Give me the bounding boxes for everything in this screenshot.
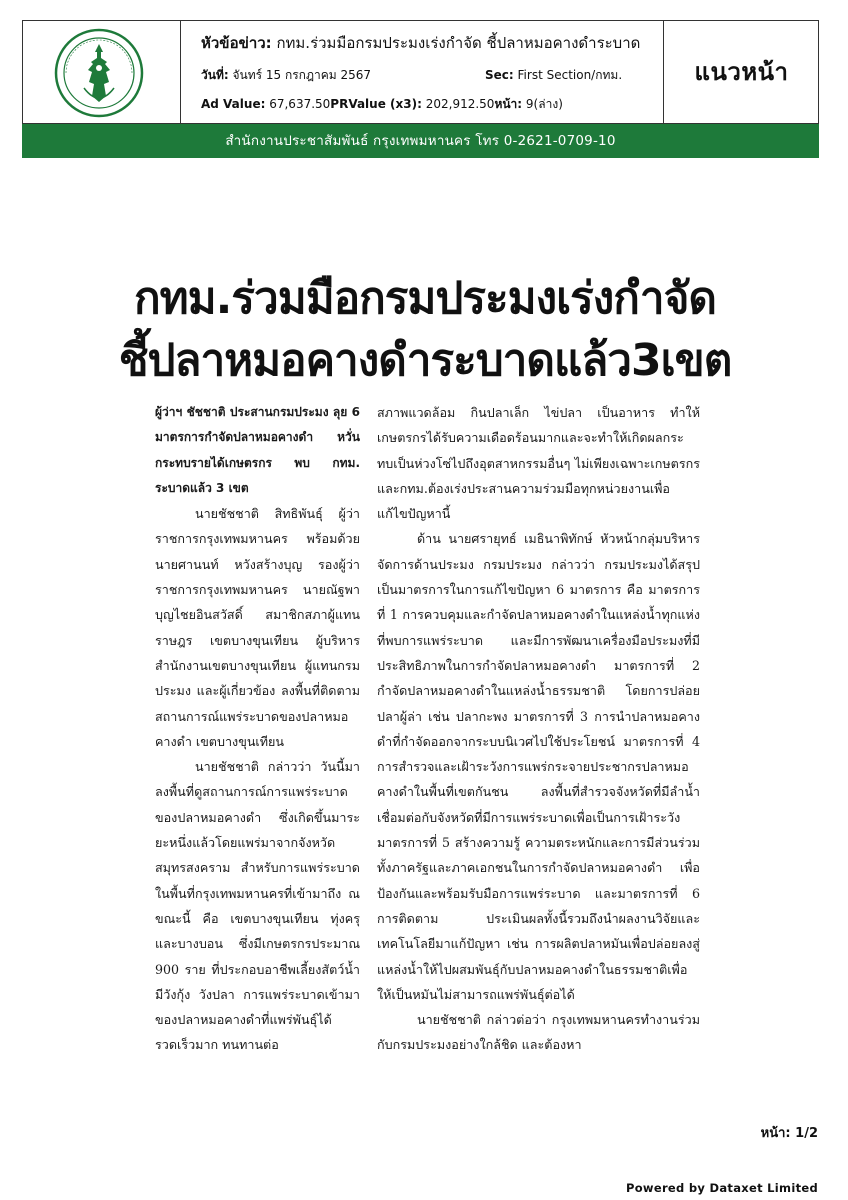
contact-bar: สำนักงานประชาสัมพันธ์ กรุงเทพมหานคร โทร 0-2621-0709-10 — [22, 124, 819, 158]
article-paragraph: นายชัชชาติ กล่าวต่อว่า กรุงเทพมหานครทำงานร่วมกับกรมประมงอย่างใกล้ชิด และต้องหา — [377, 1012, 700, 1053]
bangkok-city-seal-icon — [54, 28, 144, 118]
powered-by: Powered by Dataxet Limited — [626, 1181, 818, 1195]
article-paragraph: สภาพแวดล้อม กินปลาเล็ก ไข่ปลา เป็นอาหาร ทำให้เกษตรกรได้รับความเดือดร้อนมากและจะทำให้เกิดผลกระทบเป็นห่วงโซ่ไปถึงอุตสาหกรรมอื่นๆ ไม่เพียงเฉพาะเกษตรกร และกทม.ต้องเร่งประสานความร่วมมือทุกหน่วยงานเพื่อแก้ไขปัญหานี้ — [377, 405, 700, 522]
article-headline — [80, 268, 770, 392]
article-lead: ผู้ว่าฯ ชัชชาติ ประสานกรมประมง ลุย 6 มาตรการกำจัดปลาหมอคางดำ หวั่นกระทบรายได้เกษตรกร พบ กทม. ระบาดแล้ว 3 เขต — [155, 405, 360, 495]
prvalue-label: PRValue (x3): — [330, 97, 422, 111]
sec-label: Sec: — [485, 68, 514, 82]
logo-cell — [23, 21, 181, 123]
article-column-1 — [155, 400, 360, 1058]
date-label: วันที่: — [201, 68, 229, 82]
date-line — [201, 66, 371, 85]
date-value: จันทร์ 15 กรกฎาคม 2567 — [232, 68, 372, 82]
headline-value: กทม.ร่วมมือกรมประมงเร่งกำจัด ชี้ปลาหมอคางดำระบาด — [276, 34, 641, 52]
media-name-cell — [663, 21, 819, 123]
article-paragraph: นายชัชชาติ สิทธิพันธุ์ ผู้ว่าราชการกรุงเทพมหานคร พร้อมด้วย นายศานนท์ หวังสร้างบุญ รองผู้ว่าราชการกรุงเทพมหานคร นายณัฐพา บุญไชยอินสวัสดิ์ สมาชิกสภาผู้แทนราษฎร เขตบางขุนเทียน ผู้บริหารสำนักงานเขตบางขุนเทียน ผู้แทนกรมประมง และผู้เกี่ยวข้อง ลงพื้นที่ติดตามสถานการณ์แพร่ระบาดของปลาหมอคางดำ เขตบางขุนเทียน — [155, 506, 360, 749]
headline-line-2: ชี้ปลาหมอคางดำระบาดแล้ว3เขต — [118, 335, 732, 386]
page-value: 9(ล่าง) — [525, 97, 563, 111]
article-column-2 — [377, 400, 700, 1058]
media-name: แนวหน้า — [694, 58, 789, 86]
sec-value: First Section/กทม. — [517, 68, 623, 82]
page-number: หน้า: 1/2 — [760, 1126, 818, 1141]
clipping-header — [22, 20, 819, 124]
value-line — [201, 95, 563, 114]
section-line — [485, 66, 622, 85]
headline-label: หัวข้อข่าว: — [201, 34, 272, 52]
headline-line — [201, 31, 661, 55]
headline-line-1: กทม.ร่วมมือกรมประมงเร่งกำจัด — [134, 273, 716, 324]
ad-value: 67,637.50 — [269, 97, 331, 111]
prvalue-value: 202,912.50 — [425, 97, 495, 111]
article-paragraph: นายชัชชาติ กล่าวว่า วันนี้มาลงพื้นที่ดูสถานการณ์การแพร่ระบาดของปลาหมอคางดำ ซึ่งเกิดขึ้นมาระยะหนึ่งแล้วโดยแพร่มาจากจังหวัดสมุทรสงคราม สำหรับการแพร่ระบาดในพื้นที่กรุงเทพมหานครที่เข้ามาถึง ณ ขณะนี้ คือ เขตบางขุนเทียน ทุ่งครุ และบางบอน ซึ่งมีเกษตรกรประมาณ 900 ราย ที่ประกอบอาชีพเลี้ยงสัตว์น้ำ มีวังกุ้ง วังปลา การแพร่ระบาดเข้ามาของปลาหมอคางดำที่แพร่พันธุ์ได้รวดเร็วมาก ทนทานต่อ — [155, 759, 360, 1053]
ad-label: Ad Value: — [201, 97, 266, 111]
page-label: หน้า: — [494, 97, 523, 111]
article-paragraph: ด้าน นายศรายุทธ์ เมธินาพิทักษ์ หัวหน้ากลุ่มบริหารจัดการด้านประมง กรมประมง กล่าวว่า กรมประมงได้สรุปเป็นมาตรการในการแก้ไขปัญหา 6 มาตรการ คือ มาตรการที่ 1 การควบคุมและกำจัดปลาหมอคางดำในแหล่งน้ำทุกแห่งที่พบการแพร่ระบาด และมีการพัฒนาเครื่องมือประมงที่มีประสิทธิภาพในการกำจัดปลาหมอคางดำ มาตรการที่ 2 กำจัดปลาหมอคางดำในแหล่งน้ำธรรมชาติ โดยการปล่อยปลาผู้ล่า เช่น ปลากะพง มาตรการที่ 3 การนำปลาหมอคางดำที่กำจัดออกจากระบบนิเวศไปใช้ประโยชน์ มาตรการที่ 4 การสำรวจและเฝ้าระวังการแพร่กระจายประชากรปลาหมอคางดำในพื้นที่เขตกันชน ลงพื้นที่สำรวจจังหวัดที่มีลำน้ำเชื่อมต่อกับจังหวัดที่มีการแพร่ระบาดเพื่อเป็นการเฝ้าระวัง มาตรการที่ 5 สร้างความรู้ ความตระหนักและการมีส่วนร่วมทั้งภาครัฐและภาคเอกชนในการกำจัดปลาหมอคางดำ เพื่อป้องกันและพร้อมรับมือการแพร่ระบาด และมาตรการที่ 6 การติดตาม ประเมินผลทั้งนี้รวมถึงนำผลงานวิจัยและเทคโนโลยีมาแก้ปัญหา เช่น การผลิตปลาหมันเพื่อปล่อยลงสู่แหล่งน้ำให้ไปผสมพันธุ์กับปลาหมอคางดำในธรรมชาติเพื่อให้เป็นหมันไม่สามารถแพร่พันธุ์ต่อได้ — [377, 531, 700, 1002]
clipping-info — [181, 21, 663, 123]
